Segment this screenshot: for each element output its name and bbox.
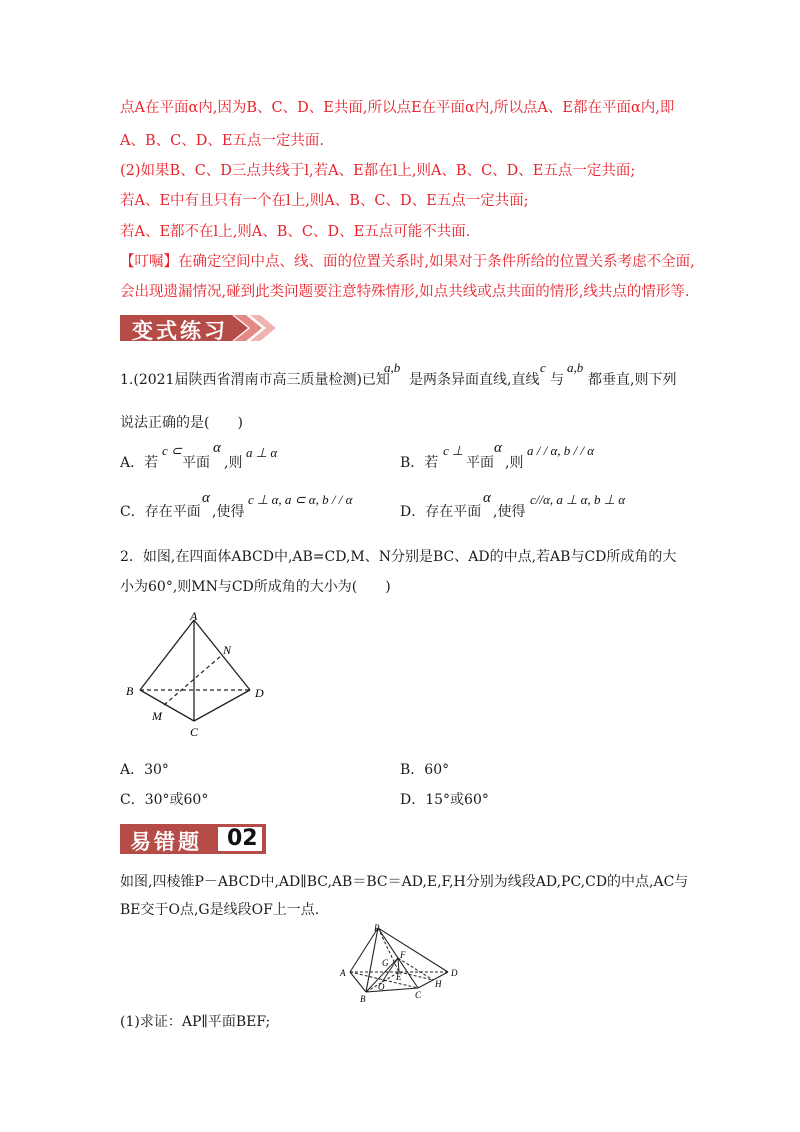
q2-option-b: B．60° (400, 762, 450, 778)
q1-option-c-prefix: C．存在平面 (120, 504, 201, 520)
q1-option-a-c: c ⊂ (162, 443, 182, 458)
q1-stem-c: 与 (550, 372, 564, 388)
pyramid-label-b: B (360, 994, 366, 1004)
banner-error-prone (120, 822, 268, 856)
banner-error-prone-number: 02 (227, 826, 258, 851)
tetra-label-d: D (255, 686, 264, 700)
q1-option-b-plane: 平面 (466, 455, 494, 471)
pyramid-label-o: O (378, 982, 385, 992)
q1-option-a-alpha: α (213, 440, 221, 456)
q2-option-d: D．15°或60° (400, 792, 489, 808)
pyramid-label-f: F (400, 950, 406, 960)
q1-option-d-alpha: α (483, 490, 491, 506)
q1-stem-a: 1.(2021届陕西省渭南市高三质量检测)已知 (120, 372, 390, 388)
q3-part-1: (1)求证：AP∥平面BEF; (120, 1014, 271, 1030)
tetra-label-a: A (190, 609, 198, 623)
tetra-label-b: B (126, 684, 134, 698)
q1-option-d-relation: c//α, a ⊥ α, b ⊥ α (530, 492, 626, 507)
q1-ab: a,b (384, 360, 401, 375)
pyramid-label-g: G (382, 958, 389, 968)
q1-option-b-alpha: α (494, 440, 502, 456)
tip-line-1: 【叮嘱】在确定空间中点、线、面的位置关系时,如果对于条件所给的位置关系考虑不全面, (120, 254, 695, 270)
tetra-label-n: N (223, 643, 232, 657)
q1-option-c-relation: c ⊥ α, a ⊂ α, b / / α (248, 492, 353, 507)
solution-line-2: A、B、C、D、E五点一定共面. (120, 133, 325, 149)
q1-option-b-c: c ⊥ (443, 443, 464, 458)
q3-stem-line2: BE交于O点,G是线段OF上一点. (120, 902, 320, 918)
q1-option-a-plane: 平面 (182, 455, 210, 471)
q1-stem-line2: 说法正确的是( ) (120, 415, 243, 431)
tetra-label-m: M (152, 709, 162, 723)
q1-option-b-then: ,则 (505, 455, 524, 471)
q1-option-b-prefix: B．若 (400, 455, 439, 471)
pyramid-label-h: H (435, 979, 442, 989)
pyramid-label-p: P (374, 923, 380, 933)
q1-option-a-then: ,则 (224, 455, 243, 471)
solution-line-1: 点A在平面α内,因为B、C、D、E共面,所以点E在平面α内,所以点A、E都在平面α内,即 (120, 100, 675, 116)
pyramid-label-e: E (396, 972, 402, 982)
q1-option-a-prefix: A．若 (120, 455, 159, 471)
banner-variant-practice-title: 变式练习 (132, 319, 228, 343)
tip-line-2: 会出现遗漏情况,碰到此类问题要注意特殊情形,如点共线或点共面的情形,线共点的情形等. (120, 284, 690, 300)
q2-stem-line1: 2．如图,在四面体ABCD中,AB=CD,M、N分别是BC、AD的中点,若AB与CD所成角的大 (120, 549, 677, 565)
q1-option-a-relation: a ⊥ α (246, 445, 278, 460)
q1-stem-b: 是两条异面直线,直线 (409, 372, 540, 388)
banner-error-prone-title: 易错题 (130, 830, 202, 854)
solution-line-5: 若A、E都不在l上,则A、B、C、D、E五点可能不共面. (120, 224, 471, 240)
q1-c: c (540, 360, 546, 375)
q1-option-b-relation: a / / α, b / / α (527, 443, 595, 458)
pyramid-figure (336, 922, 468, 1006)
q2-option-c: C．30°或60° (120, 792, 209, 808)
q1-stem-d: 都垂直,则下列 (588, 372, 677, 388)
q3-stem-line1: 如图,四棱锥P－ABCD中,AD∥BC,AB＝BC＝AD,E,F,H分别为线段AD,PC,CD的中点,AC与 (120, 874, 689, 890)
q2-option-a: A．30° (120, 762, 169, 778)
pyramid-label-d: D (451, 968, 458, 978)
tetra-label-c: C (190, 725, 199, 739)
tetrahedron-figure (118, 608, 278, 740)
q2-stem-line2: 小为60°,则MN与CD所成角的大小为( ) (120, 579, 391, 595)
q1-option-d-prefix: D．存在平面 (400, 504, 482, 520)
banner-variant-practice (120, 311, 280, 345)
pyramid-label-a: A (340, 968, 346, 978)
solution-line-4: 若A、E中有且只有一个在l上,则A、B、C、D、E五点一定共面; (120, 193, 529, 209)
q1-option-c-mid: ,使得 (212, 504, 245, 520)
q1-option-d-mid: ,使得 (493, 504, 526, 520)
q1-option-c-alpha: α (202, 490, 210, 506)
pyramid-label-c: C (415, 990, 422, 1000)
q1-ab2: a,b (567, 360, 584, 375)
solution-line-3: (2)如果B、C、D三点共线于l,若A、E都在l上,则A、B、C、D、E五点一定共面; (120, 163, 636, 179)
